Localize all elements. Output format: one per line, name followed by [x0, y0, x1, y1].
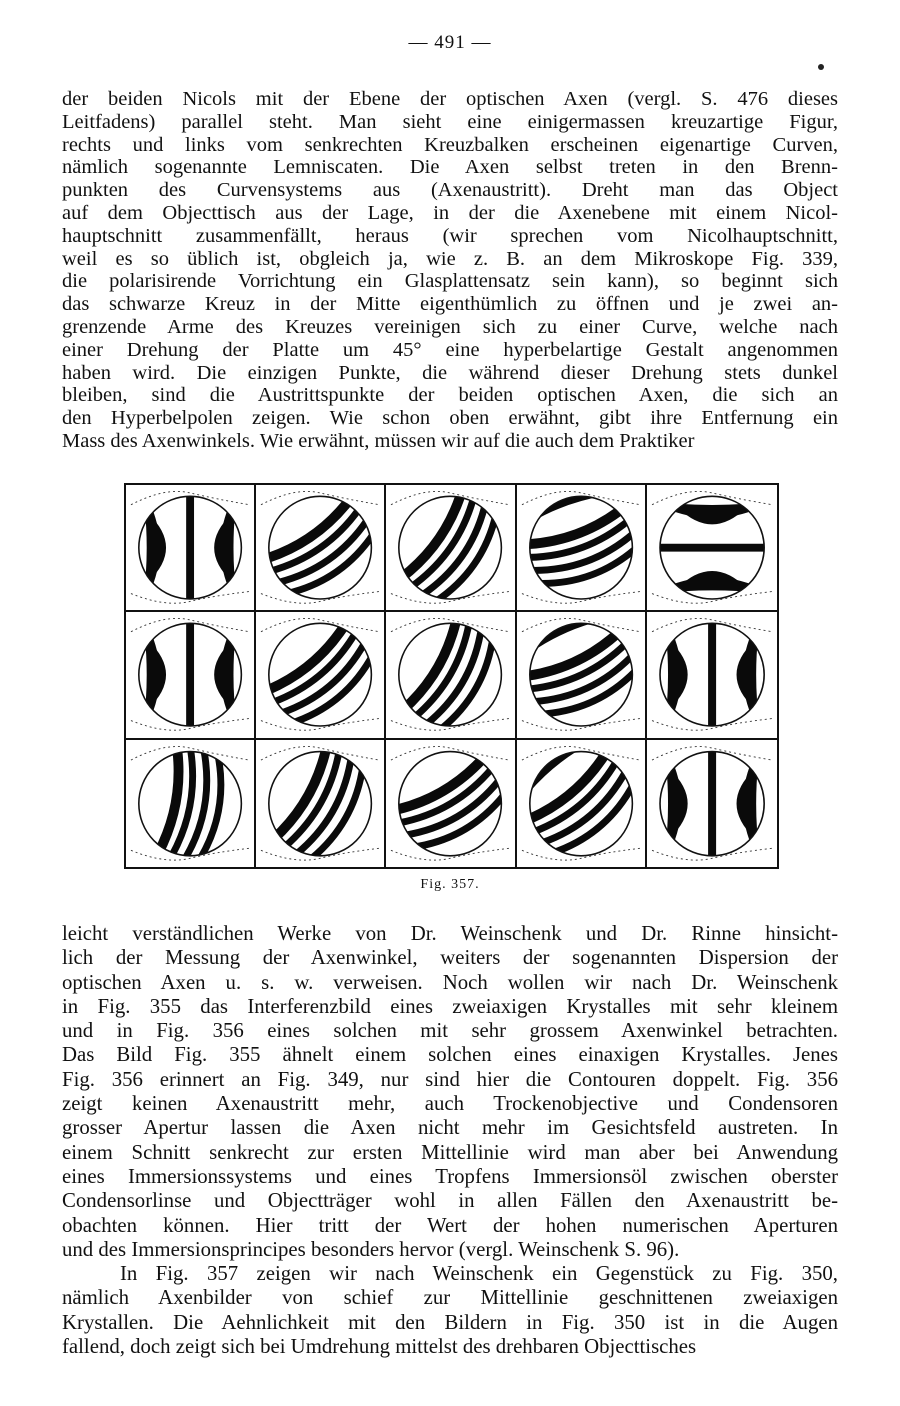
text-line: obachten können. Hier tritt der Wert der hohen numerischen Aperturen: [62, 1213, 838, 1237]
text-line: punkten des Curvensystems aus (Axenaustritt). Dreht man das Object: [62, 179, 838, 202]
text-line: nämlich sogenannte Lemniscaten. Die Axen selbst treten in den Brenn-: [62, 156, 838, 179]
interference-figure-cell: [647, 740, 777, 867]
text-line: einem Schnitt senkrecht zur ersten Mittellinie wird man aber bei Anwendung: [62, 1140, 838, 1164]
interference-figure-cell: [647, 612, 777, 739]
text-line: bleiben, sind die Austrittspunkte der beiden optischen Axen, die sich an: [62, 384, 838, 407]
interference-figure-cell: [126, 612, 256, 739]
text-line: Leitfadens) parallel steht. Man sieht eine einigermassen kreuzartige Figur,: [62, 110, 838, 133]
text-line: und des Immersionsprincipes besonders hervor (vergl. Weinschenk S. 96).: [62, 1237, 680, 1261]
interference-figure-cell: [256, 485, 386, 612]
interference-figure-cell: [386, 740, 516, 867]
text-line: weil es so üblich ist, obgleich ja, wie z. B. an dem Mikroskope Fig. 339,: [62, 247, 838, 270]
text-line: auf dem Objecttisch aus der Lage, in der die Axenebene mit einem Nicol-: [62, 201, 838, 224]
text-line: optischen Axen u. s. w. verweisen. Noch wollen wir nach Dr. Weinschenk: [62, 970, 838, 994]
text-line: die polarisirende Vorrichtung ein Glasplattensatz sein kann), so beginnt sich: [62, 270, 838, 293]
page-number: — 491 —: [408, 32, 492, 53]
text-line: Fig. 356 erinnert an Fig. 349, nur sind hier die Contouren doppelt. Fig. 356: [62, 1067, 838, 1091]
interference-figure-cell: [517, 612, 647, 739]
interference-figure-cell: [386, 612, 516, 739]
text-line: haben wird. Die einzigen Punkte, die während dieser Drehung stets dunkel: [62, 361, 838, 384]
text-line: und in Fig. 356 eines solchen mit sehr grossem Axenwinkel betrachten.: [62, 1019, 838, 1043]
figure-357-interference-grid: [124, 483, 779, 869]
text-line: Condensorlinse und Objectträger wohl in allen Fällen den Axenaustritt be-: [62, 1189, 838, 1213]
figure-caption: Fig. 357.: [420, 877, 480, 892]
text-line: in Fig. 355 das Interferenzbild eines zweiaxigen Krystalles mit sehr kleinem: [62, 994, 838, 1018]
text-line: nämlich Axenbilder von schief zur Mittellinie geschnittenen zweiaxigen: [62, 1286, 838, 1310]
text-line: den Hyperbelpolen zeigen. Wie schon oben erwähnt, gibt ihre Entfernung ein: [62, 407, 838, 430]
interference-figure-cell: [517, 740, 647, 867]
text-line: eines Immersionssystems und eines Tropfens Immersionsöl zwischen oberster: [62, 1164, 838, 1188]
text-line: Mass des Axenwinkels. Wie erwähnt, müssen wir auf die auch dem Praktiker: [62, 429, 695, 452]
print-speck: [818, 64, 824, 70]
text-line: einer Drehung der Platte um 45° eine hyperbelartige Gestalt angenommen: [62, 338, 838, 361]
text-line: fallend, doch zeigt sich bei Umdrehung mittelst des drehbaren Objecttisches: [62, 1335, 697, 1359]
text-line: Das Bild Fig. 355 ähnelt einem solchen eines einaxigen Krystalles. Jenes: [62, 1043, 838, 1067]
text-line: der beiden Nicols mit der Ebene der optischen Axen (vergl. S. 476 dieses: [62, 88, 838, 110]
interference-figure-cell: [256, 612, 386, 739]
interference-figure-cell: [386, 485, 516, 612]
text-line: grenzende Arme des Kreuzes vereinigen sich zu einer Curve, welche nach: [62, 315, 838, 338]
interference-figure-cell: [126, 740, 256, 867]
text-line: rechts und links vom senkrechten Kreuzbalken erscheinen eigenartige Curven,: [62, 133, 838, 156]
text-line: leicht verständlichen Werke von Dr. Weinschenk und Dr. Rinne hinsicht-: [62, 922, 838, 945]
text-line: Krystallen. Die Aehnlichkeit mit den Bildern in Fig. 350 ist in die Augen: [62, 1310, 838, 1334]
paragraph-2: [62, 922, 838, 1359]
interference-figure-cell: [517, 485, 647, 612]
text-line: zeigt keinen Axenaustritt mehr, auch Trockenobjective und Condensoren: [62, 1092, 838, 1116]
text-line: In Fig. 357 zeigen wir nach Weinschenk ein Gegenstück zu Fig. 350,: [120, 1262, 838, 1286]
text-line: lich der Messung der Axenwinkel, weiters der sogenannten Dispersion der: [62, 946, 838, 970]
interference-figure-cell: [256, 740, 386, 867]
text-line: hauptschnitt zusammenfällt, heraus (wir sprechen vom Nicolhauptschnitt,: [62, 224, 838, 247]
text-line: grosser Apertur lassen die Axen nicht mehr im Gesichtsfeld austreten. In: [62, 1116, 838, 1140]
paragraph-1: [62, 88, 838, 453]
interference-figure-cell: [647, 485, 777, 612]
text-line: das schwarze Kreuz in der Mitte eigenthümlich zu öffnen und je zwei an-: [62, 293, 838, 316]
interference-figure-cell: [126, 485, 256, 612]
